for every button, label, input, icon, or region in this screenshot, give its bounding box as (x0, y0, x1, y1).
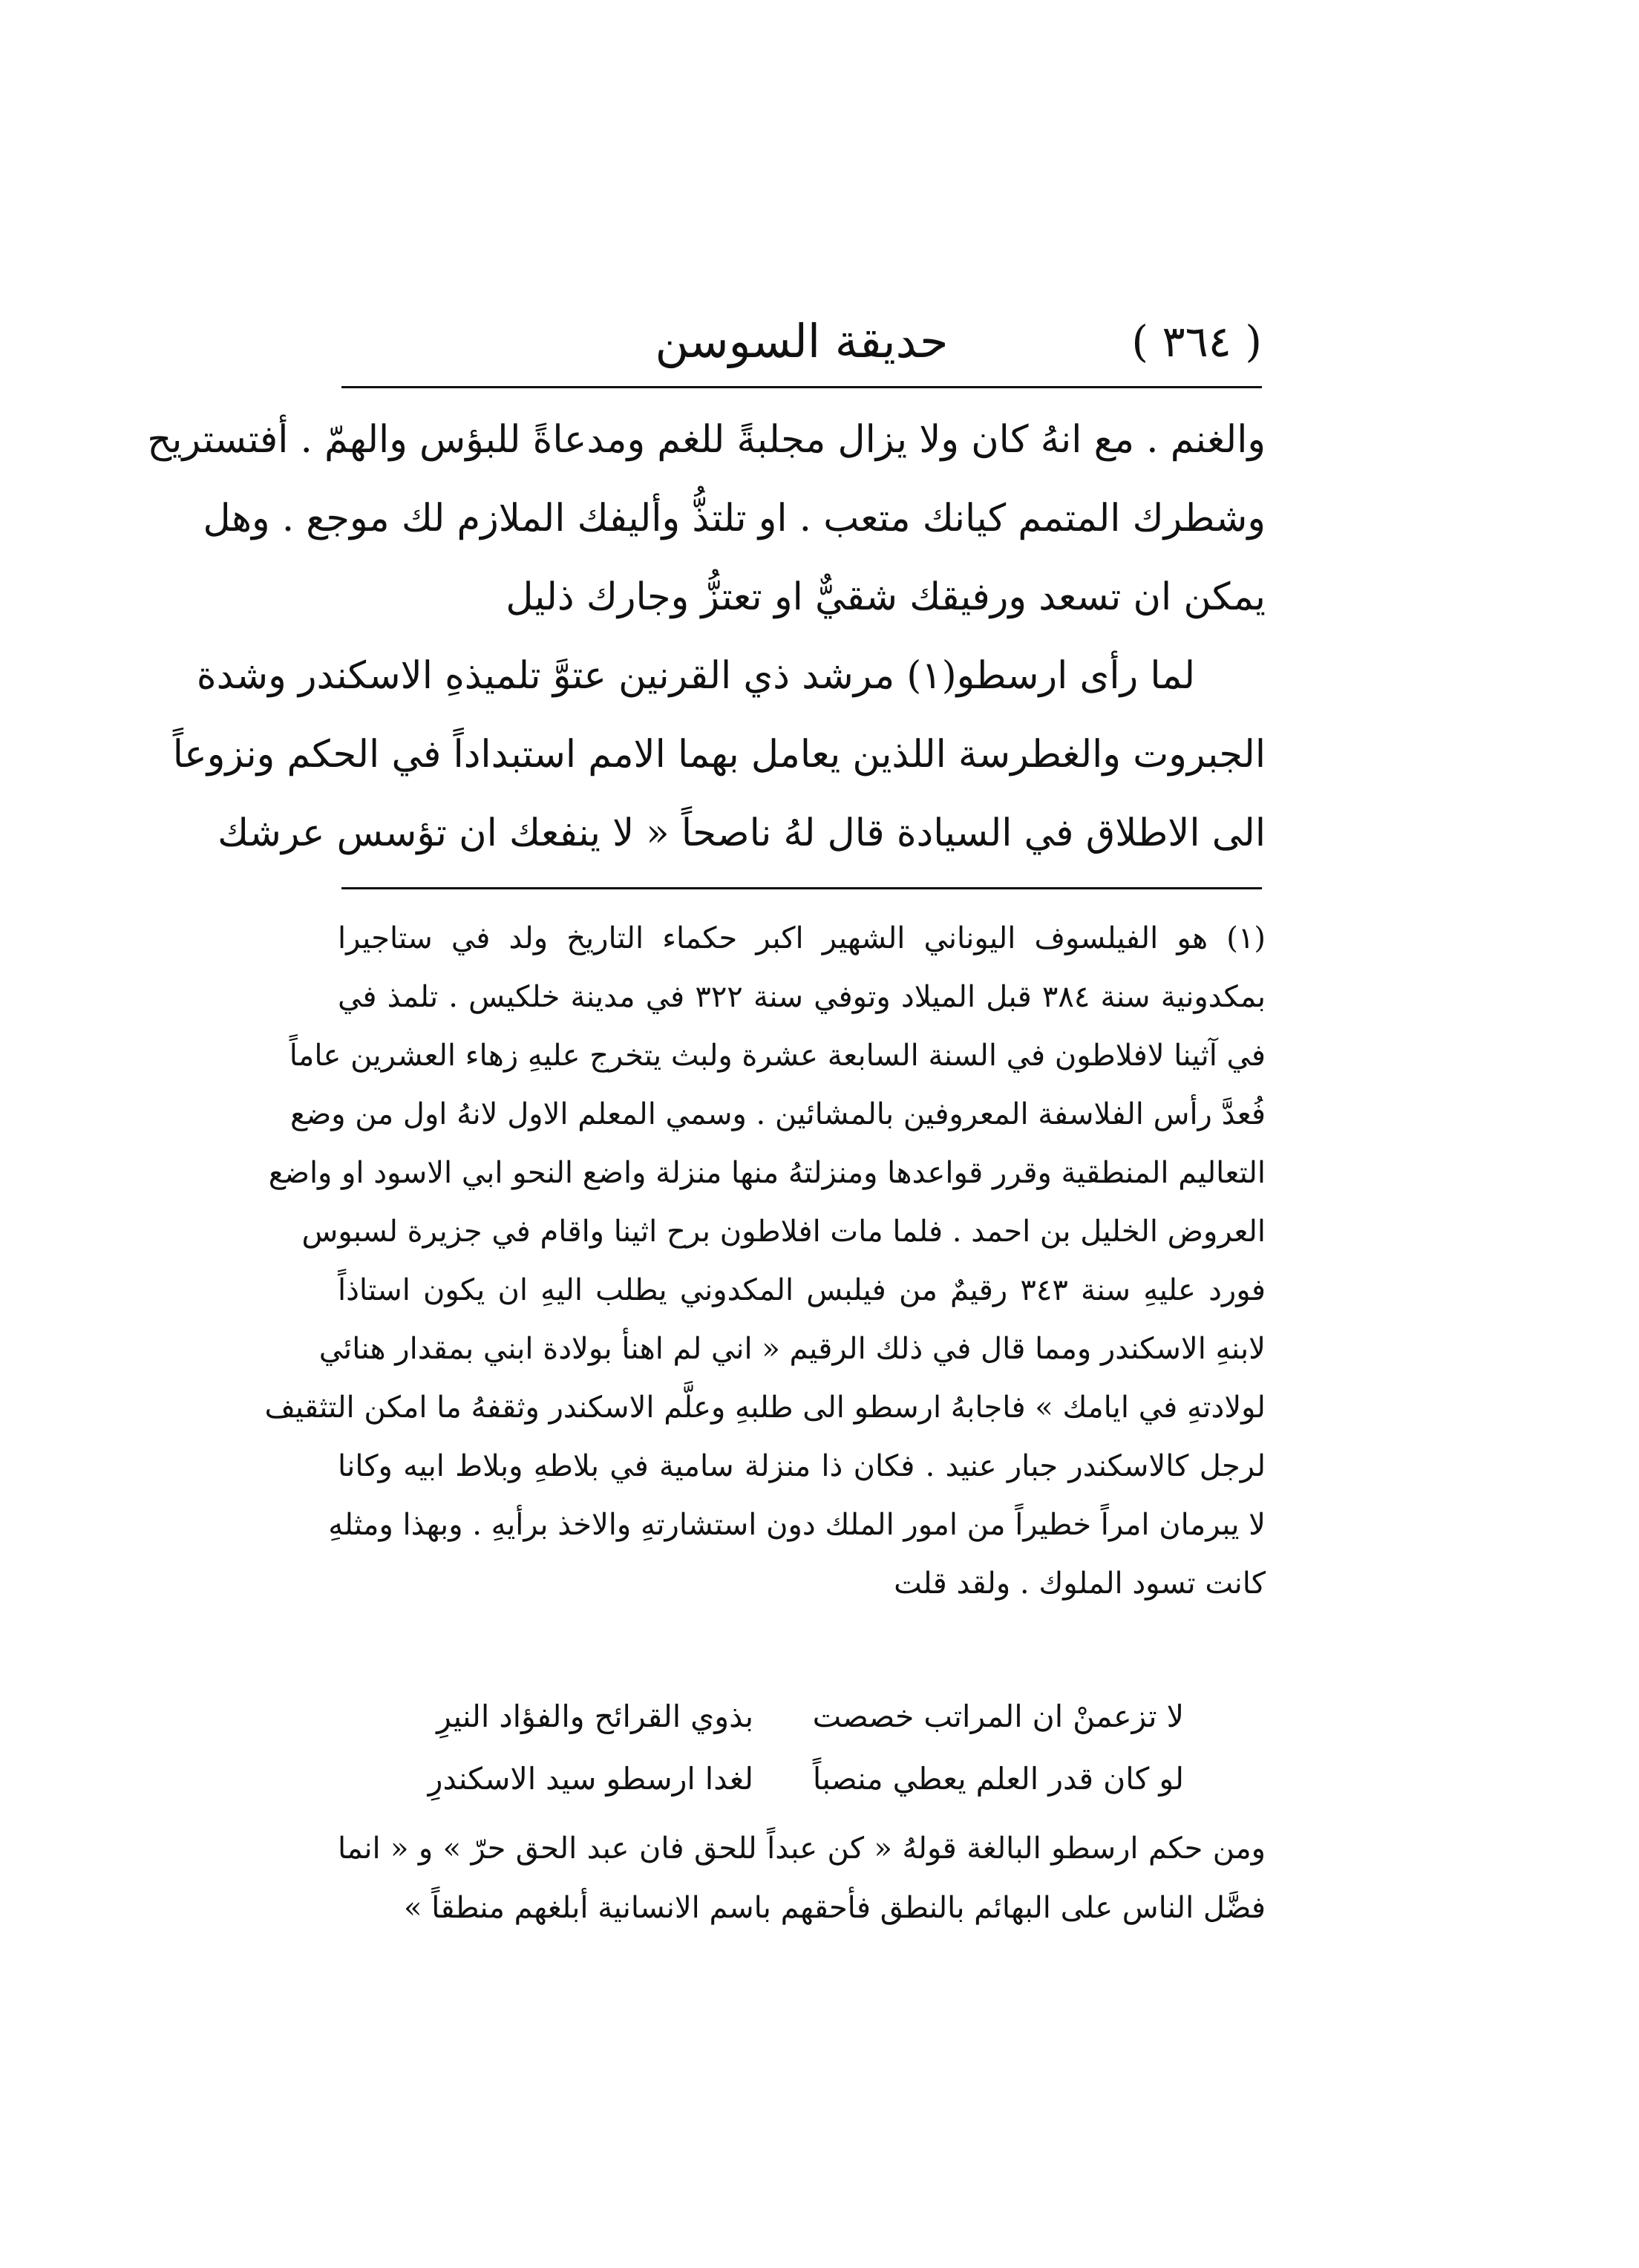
footnote-line: لا يبرمان امراً خطيراً من امور الملك دون استشارتهِ والاخذ برأيهِ . وبهذا ومثلهِ (328, 1508, 1266, 1542)
paragraph-start-line: لما رأى ارسطو(١) مرشد ذي القرنين عتوَّ تلميذهِ الاسكندر وشدة (196, 654, 1195, 698)
footnote-line: فورد عليهِ سنة ٣٤٣ رقيمٌ من فيلبس المكدوني يطلب اليهِ ان يكون استاذاً (338, 1273, 1266, 1307)
footnote-line: لابنهِ الاسكندر ومما قال في ذلك الرقيم « اني لم اهنأ بولادة ابني بمقدار هنائي (318, 1332, 1266, 1366)
footnote-line: فُعدَّ رأس الفلاسفة المعروفين بالمشائين . وسمي المعلم الاول لانهُ اول من وضع (290, 1097, 1266, 1131)
second-hemistich: بذوي القرائح والفؤاد النيرِ (436, 1699, 753, 1734)
second-hemistich: لغدا ارسطو سيد الاسكندرِ (428, 1761, 753, 1797)
poem-couplet (338, 1685, 1266, 1748)
footnote-line: التعاليم المنطقية وقرر قواعدها ومنزلتهُ منها منزلة واضع النحو ابي الاسود او واضع (268, 1156, 1266, 1190)
footnote-line: بمكدونية سنة ٣٨٤ قبل الميلاد وتوفي سنة ٣٢٢ في مدينة خلكيس . تلمذ في (338, 980, 1266, 1014)
closing-line: ومن حكم ارسطو البالغة قولهُ « كن عبداً للحق فان عبد الحق حرّ » و « انما (338, 1831, 1266, 1866)
poem-couplet (338, 1748, 1266, 1810)
footnote-line: كانت تسود الملوك . ولقد قلت (894, 1566, 1266, 1601)
footnote-line: في آثينا لافلاطون في السنة السابعة عشرة ولبث يتخرج عليهِ زهاء العشرين عاماً (289, 1039, 1266, 1073)
running-title: حديقة السوسن (655, 314, 949, 368)
footnote-line: لولادتهِ في ايامك » فاجابهُ ارسطو الى طلبهِ وعلَّم الاسكندر وثقفهُ ما امكن التثقيف (264, 1390, 1266, 1425)
text-line: يمكن ان تسعد ورفيقك شقيٌّ او تعتزُّ وجارك ذليل (506, 575, 1266, 619)
text-line: والغنم . مع انهُ كان ولا يزال مجلبةً للغم ومدعاةً للبؤس والهمّ . أفتستريح (147, 418, 1266, 462)
closing-line: فضَّل الناس على البهائم بالنطق فأحقهم باسم الانسانية أبلغهم منطقاً » (404, 1891, 1266, 1925)
page-number: ( ٣٦٤ ) (1131, 316, 1262, 367)
first-hemistich: لا تزعمنْ ان المراتب خصصت (812, 1699, 1184, 1734)
first-hemistich: لو كان قدر العلم يعطي منصباً (812, 1761, 1184, 1797)
page-header (341, 304, 1262, 386)
footnote (264, 909, 1266, 1613)
text-line: الى الاطلاق في السيادة قال لهُ ناصحاً « لا ينفعك ان تؤسس عرشك (217, 811, 1266, 855)
closing-paragraph (338, 1819, 1266, 1938)
poem (338, 1685, 1266, 1810)
footnote-rule (341, 887, 1262, 889)
text-line: الجبروت والغطرسة اللذين يعامل بهما الامم استبداداً في الحكم ونزوعاً (172, 733, 1266, 777)
main-text (147, 401, 1266, 873)
footnote-line: العروض الخليل بن احمد . فلما مات افلاطون برح اثينا واقام في جزيرة لسبوس (301, 1215, 1266, 1249)
footnote-line: (١) هو الفيلسوف اليوناني الشهير اكبر حكماء التاريخ ولد في ستاجيرا (338, 921, 1266, 955)
footnote-line: لرجل كالاسكندر جبار عنيد . فكان ذا منزلة سامية في بلاطهِ وبلاط ابيه وكانا (338, 1449, 1266, 1483)
header-rule (341, 386, 1262, 388)
text-line: وشطرك المتمم كيانك متعب . او تلتذُّ وأليفك الملازم لك موجع . وهل (203, 497, 1266, 540)
